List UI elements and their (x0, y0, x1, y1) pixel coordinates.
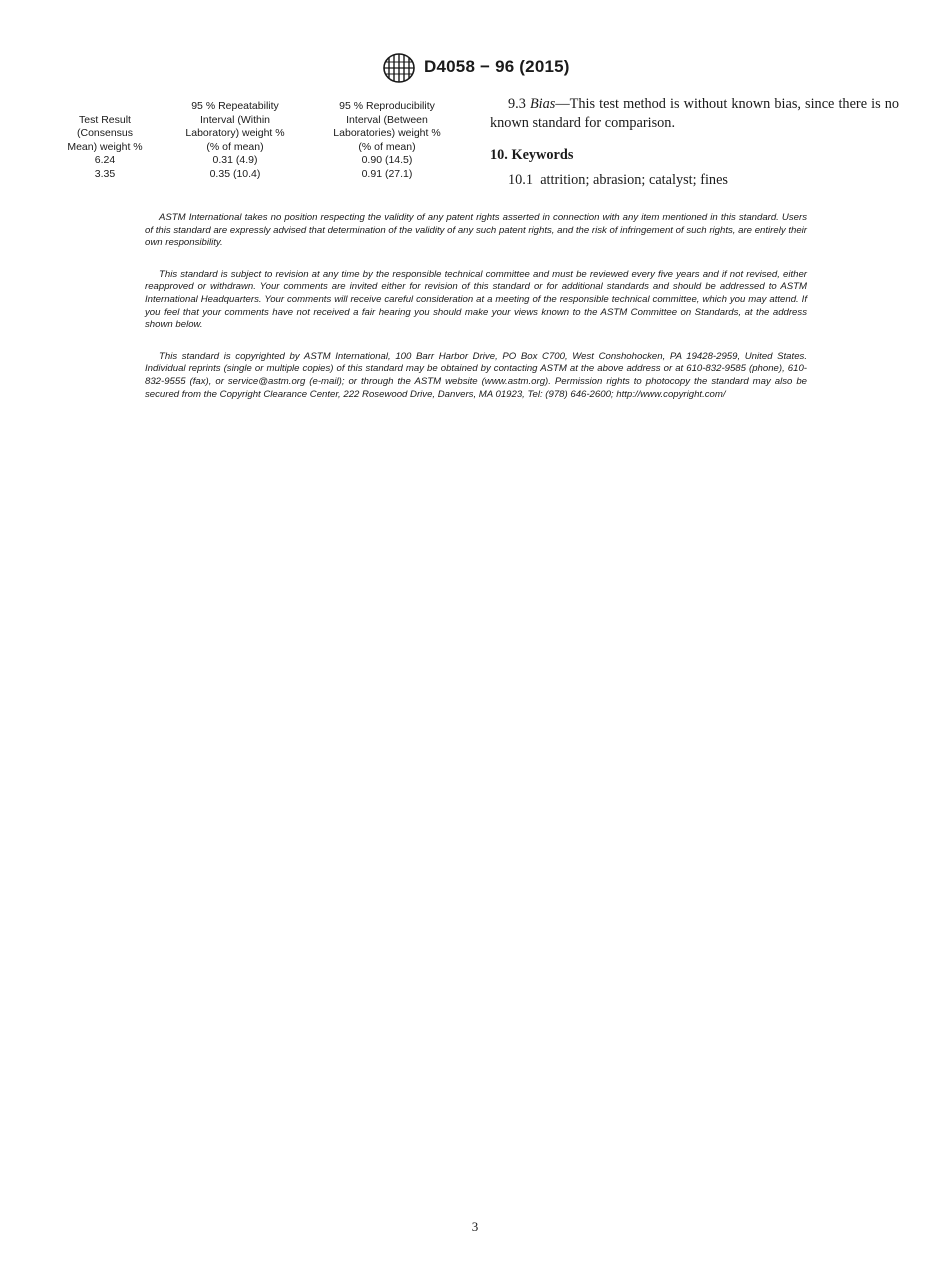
column-header-reproducibility: 95 % Reproducibility Interval (Between Laboratories) weight % (% of mean) (333, 100, 441, 153)
table-cell: 0.31 (4.9) (212, 154, 258, 167)
bias-term: Bias (529, 96, 556, 112)
keywords-heading: 10. Keywords (490, 147, 574, 163)
table-header-row (62, 100, 452, 154)
copyright-notice: This standard is copyrighted by ASTM International, 100 Barr Harbor Drive, PO Box C700, West Conshohocken, PA 19428-2959, United States. Individual reprints (single or multiple copies) of this standard may be obtained by contacting ASTM at the above address or at 610-832-9585 (phone), 610-832-9555 (fax), or service@astm.org (e-mail); or through the ASTM website (www.astm.org). Permission rights to photocopy the standard may also be secured from the Copyright Clearance Center, 222 Rosewood Drive, Danvers, MA 01923, Tel: (978) 646-2600; http://www.copyright.com/ (145, 350, 807, 400)
patent-notice: ASTM International takes no position respecting the validity of any patent rights asserted in connection with any item mentioned in this standard. Users of this standard are expressly advised that determination of the validity of any such patent rights, and the risk of infringement of such rights, are entirely their own responsibility. (145, 212, 807, 249)
keywords-list: attrition; abrasion; catalyst; fines (540, 171, 728, 188)
section-number: 9.3 (508, 96, 526, 112)
bias-text: —This test method is without known bias, since there is no known standard for comparison. (490, 96, 899, 131)
right-column (490, 95, 899, 189)
page-header (0, 52, 950, 86)
section-number: 10.1 (508, 171, 534, 188)
table-row (62, 168, 452, 182)
precision-table (62, 100, 452, 182)
keywords-paragraph (490, 171, 899, 190)
table-cell: 0.91 (27.1) (361, 167, 413, 180)
table-cell: 6.24 (94, 154, 116, 167)
table-cell: 3.35 (94, 167, 116, 180)
legal-notices (145, 212, 807, 420)
section-9-3-paragraph (490, 95, 899, 132)
table-row (62, 154, 452, 168)
column-header-test-result: Test Result (Consensus Mean) weight % (67, 113, 143, 153)
table-cell: 0.35 (10.4) (209, 167, 261, 180)
page-number: 3 (471, 1219, 479, 1234)
revision-notice: This standard is subject to revision at any time by the responsible technical committee and must be reviewed every five years and if not revised, either reapproved or withdrawn. Your comments are invited either for revision of this standard or for additional standards and should be addressed to ASTM International Headquarters. Your comments will receive careful consideration at a meeting of the responsible technical committee, which you may attend. If you feel that your comments have not received a fair hearing you should make your views known to the ASTM Committee on Standards, at the address shown below. (145, 268, 807, 331)
column-header-repeatability: 95 % Repeatability Interval (Within Laboratory) weight % (% of mean) (185, 100, 285, 153)
table-cell: 0.90 (14.5) (361, 154, 413, 167)
standard-designation: D4058 − 96 (2015) (424, 57, 570, 76)
astm-logo-icon (380, 52, 418, 84)
